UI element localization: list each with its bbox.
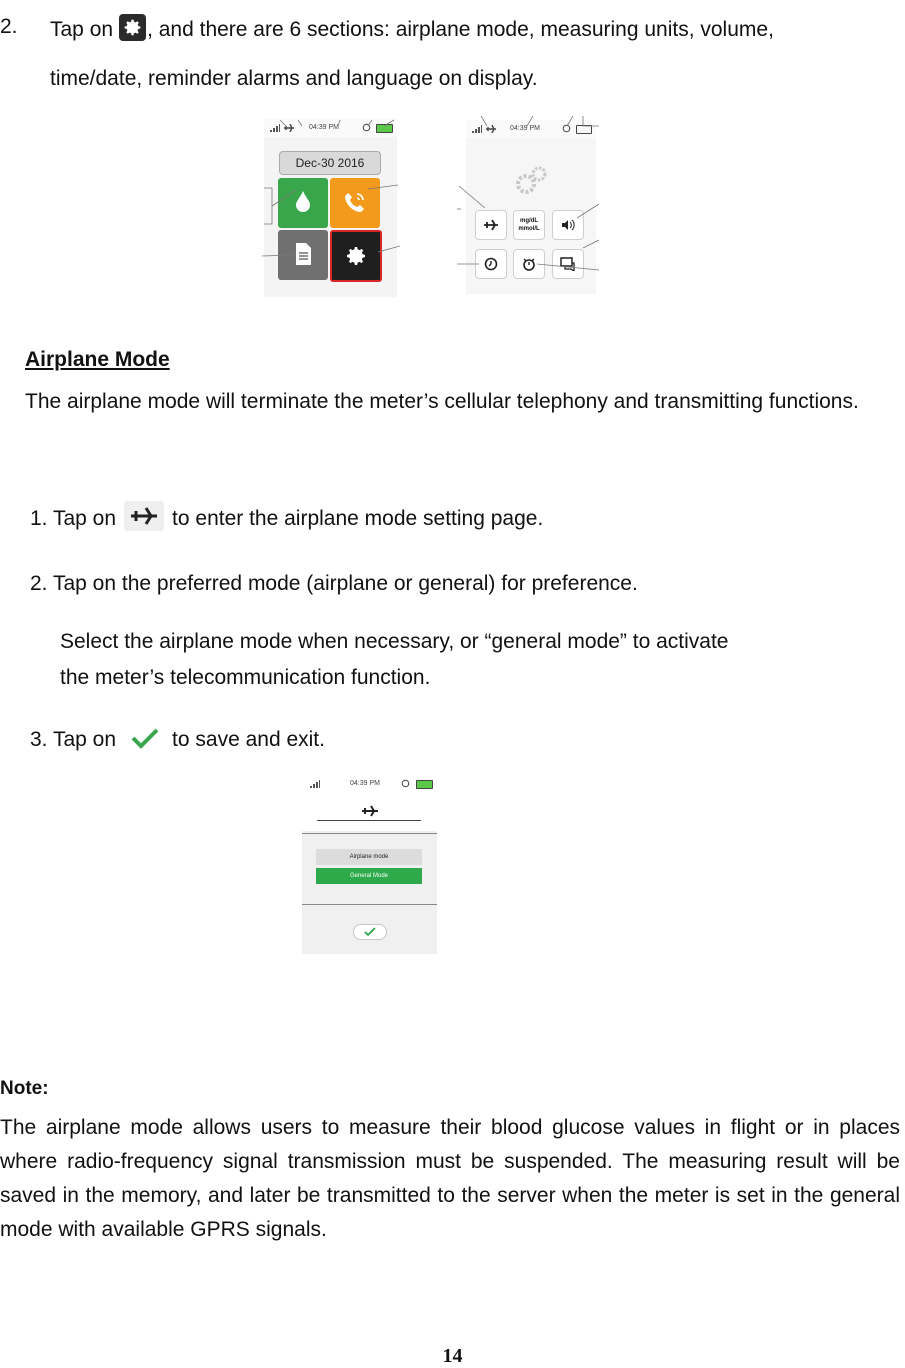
callout-lines-settings — [455, 112, 610, 277]
step-number: 1. — [30, 507, 48, 530]
step2-line2: time/date, reminder alarms and language on display. — [50, 67, 538, 90]
status-time: 04:39 PM — [510, 125, 540, 132]
divider — [302, 833, 437, 834]
airplane-step-3 — [30, 724, 325, 753]
header-panel — [302, 793, 437, 831]
airplane-mode-heading: Airplane Mode — [25, 348, 170, 371]
airplane-step-1 — [30, 501, 543, 532]
step-suffix: to save and exit. — [172, 728, 325, 751]
note-heading: Note: — [0, 1078, 49, 1099]
airplane-mode-intro: The airplane mode will terminate the meter’s cellular telephony and transmitting functions. — [25, 390, 859, 413]
airplane-step-2 — [30, 571, 638, 597]
step-prefix: Tap on — [52, 728, 117, 751]
status-bar — [302, 775, 437, 793]
status-time: 04:39 PM — [350, 780, 380, 787]
header-underline — [317, 820, 421, 821]
battery-icon — [416, 780, 433, 789]
note-text: The airplane mode allows users to measure their blood glucose values in flight or in places where radio-frequency signal transmission must be suspended. The measuring result will be saved in the memory, and later be transmitted to the server when the meter is set in the general mode with available GPRS signals. — [0, 1116, 900, 1241]
check-icon — [364, 927, 376, 937]
airplane-setting-screen-image — [302, 775, 437, 954]
check-icon — [124, 724, 164, 752]
general-mode-option[interactable]: General Mode — [316, 868, 422, 884]
step2-prefix: Tap on — [50, 18, 114, 41]
status-time: 04:39 PM — [309, 124, 339, 131]
divider — [302, 904, 437, 905]
step2-line1-text: , and there are 6 sections: airplane mode, measuring units, volume, — [147, 18, 774, 41]
callout-lines-home — [260, 112, 410, 262]
page-number: 14 — [442, 1345, 463, 1367]
save-exit-button[interactable] — [353, 924, 387, 940]
step2-line1 — [50, 14, 774, 43]
step-number: 2. — [30, 572, 48, 595]
airplane-icon — [124, 501, 164, 531]
signal-icon — [310, 780, 320, 788]
alarm-icon — [401, 779, 410, 788]
airplane-detail-line2: the meter’s telecommunication function. — [60, 666, 431, 689]
airplane-icon — [362, 805, 378, 817]
step-number: 3. — [30, 728, 48, 751]
step-text: Tap on the preferred mode (airplane or general) for preference. — [52, 572, 638, 595]
airplane-mode-option[interactable]: Airplane mode — [316, 849, 422, 865]
date-display: Dec-30 2016 — [279, 151, 381, 175]
step-prefix: Tap on — [52, 507, 117, 530]
airplane-detail-line1: Select the airplane mode when necessary, or “general mode” to activate — [60, 630, 729, 653]
units-label-mgdl: mg/dL — [520, 218, 538, 224]
step2-number: 2. — [0, 15, 18, 38]
units-label-mmol: mmol/L — [518, 226, 540, 232]
step-suffix: to enter the airplane mode setting page. — [172, 507, 544, 530]
gear-icon — [119, 14, 146, 41]
